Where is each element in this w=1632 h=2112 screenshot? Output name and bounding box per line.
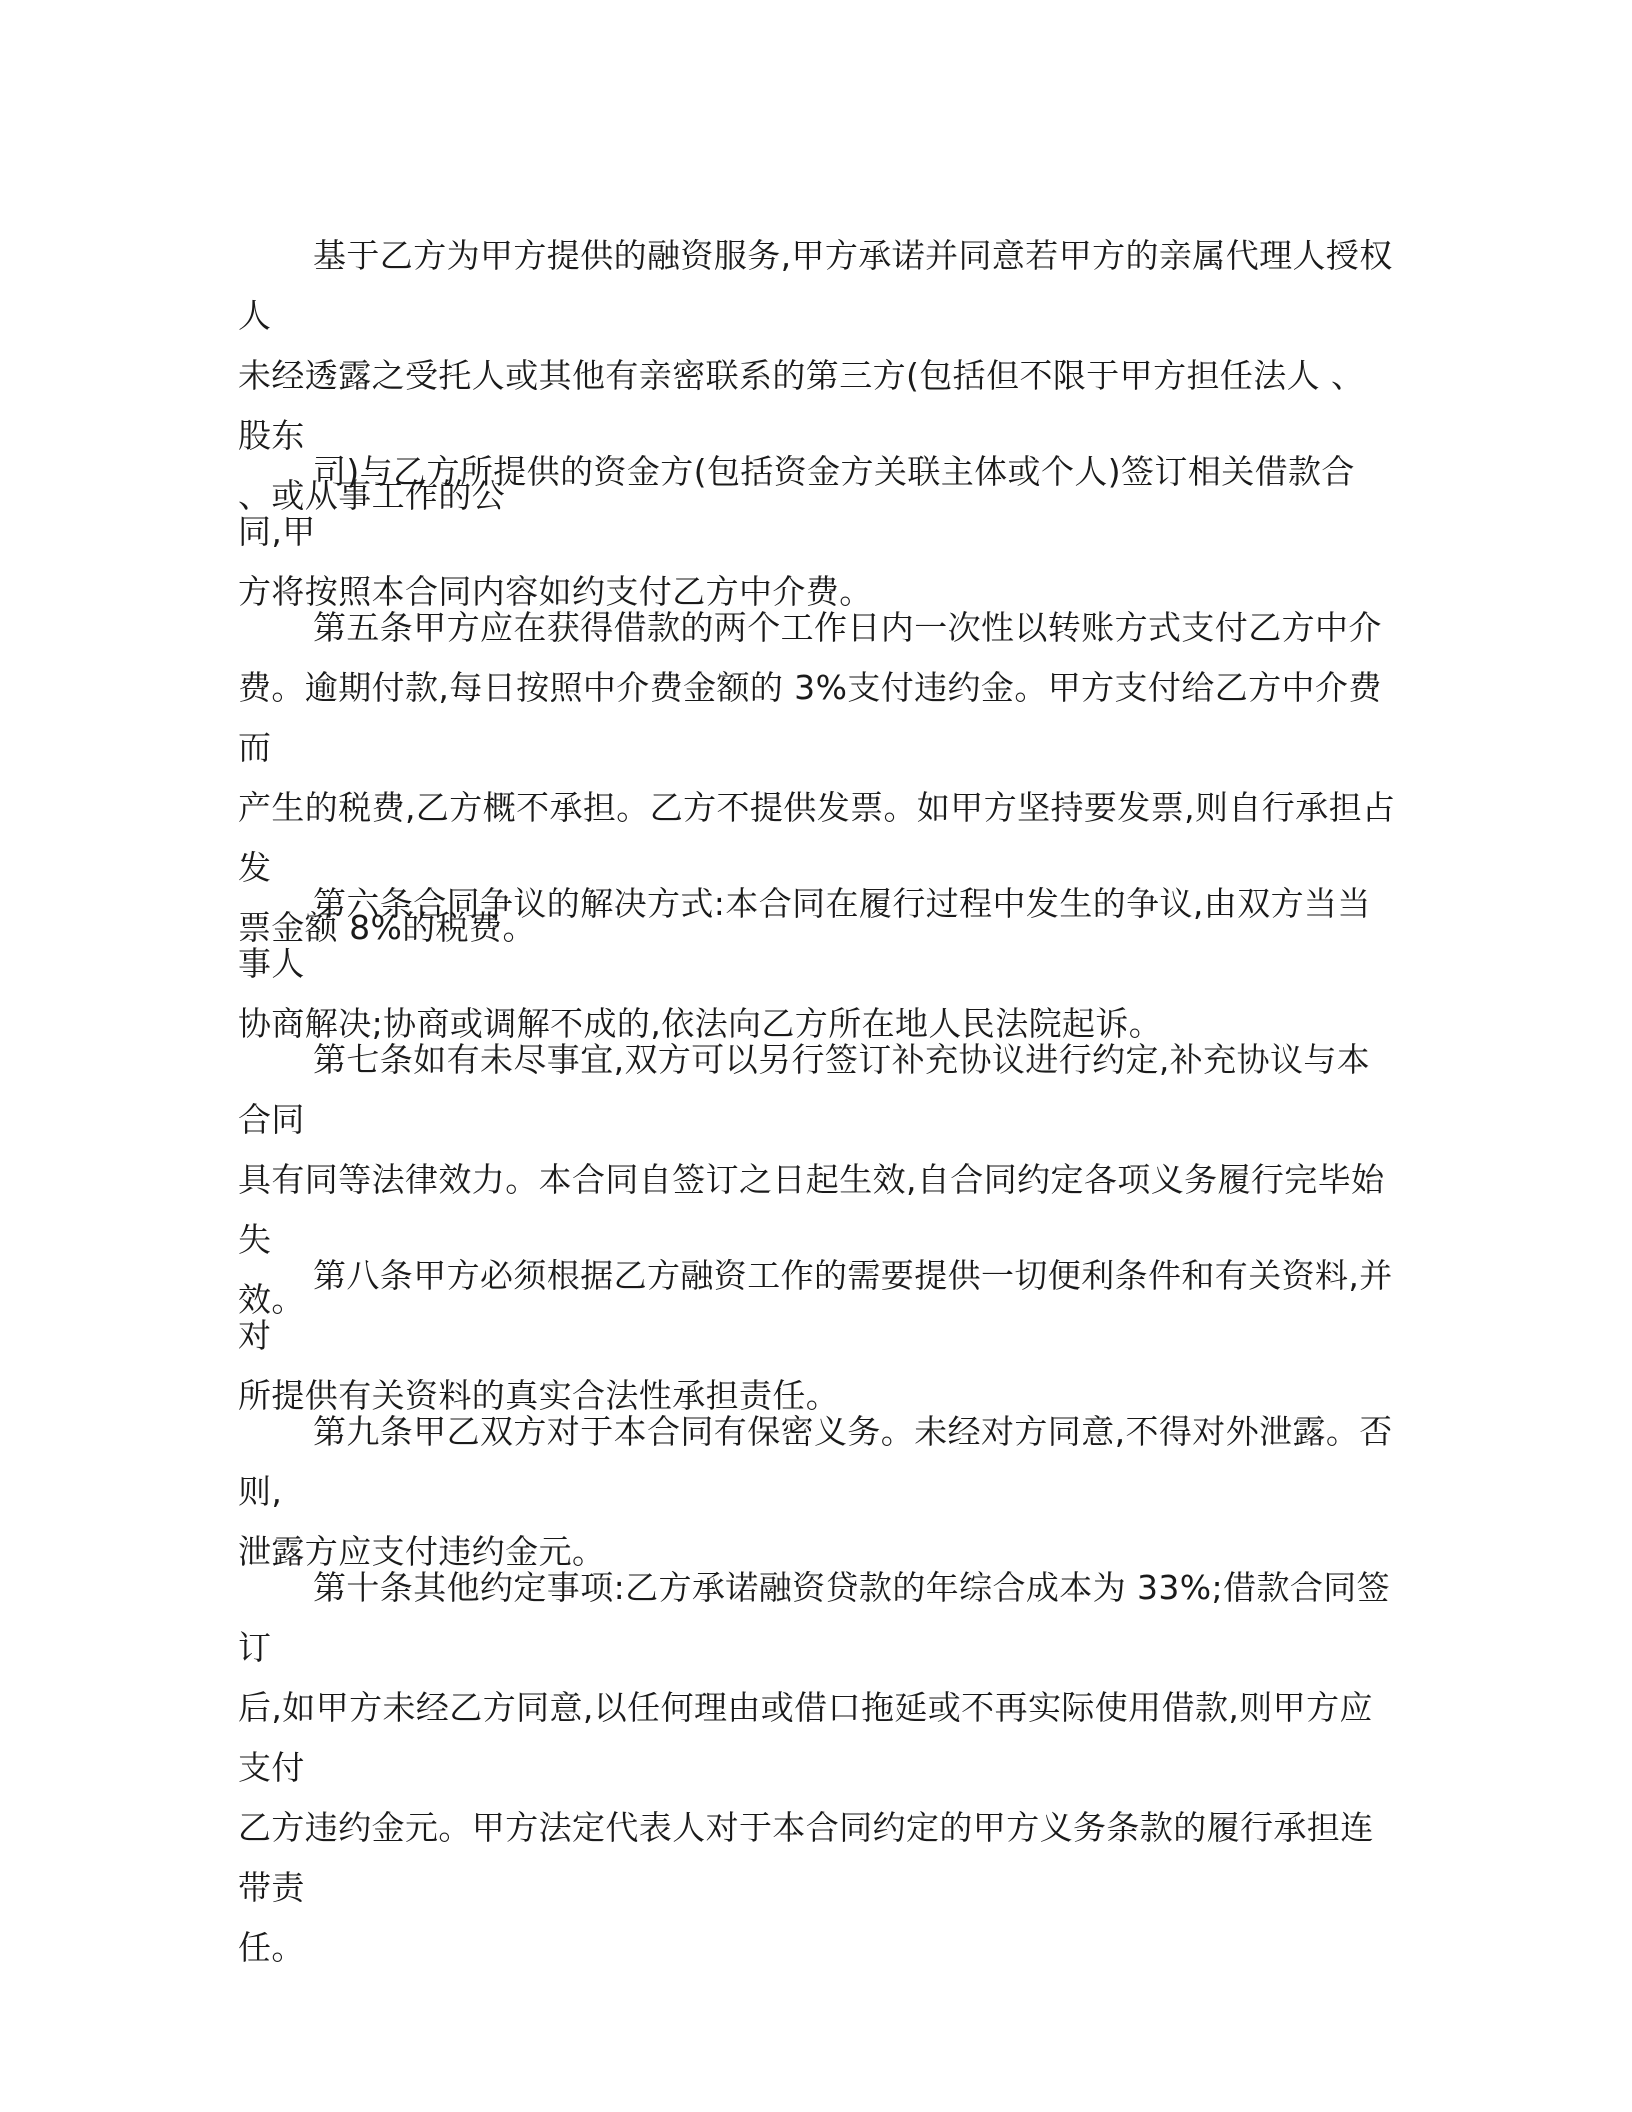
paragraph-financing-service: 基于乙方为甲方提供的融资服务,甲方承诺并同意若甲方的亲属代理人授权人 未经透露之受托人或其他有亲密联系的第三方(包括但不限于甲方担任法人 、股东 、或从事工作的公 (238, 236, 1393, 515)
paragraph-intermediary-fee: 司)与乙方所提供的资金方(包括资金方关联主体或个人)签订相关借款合同,甲 方将按照本合同内容如约支付乙方中介费。 (238, 452, 1355, 611)
paragraph-article-9: 第九条甲乙双方对于本合同有保密义务。未经对方同意,不得对外泄露。否则, 泄露方应支付违约金元。 (238, 1412, 1393, 1571)
paragraph-article-7: 第七条如有未尽事宜,双方可以另行签订补充协议进行约定,补充协议与本合同 具有同等法律效力。本合同自签订之日起生效,自合同约定各项义务履行完毕始失 效。 (238, 1040, 1385, 1319)
paragraph-article-8: 第八条甲方必须根据乙方融资工作的需要提供一切便利条件和有关资料,并对 所提供有关资料的真实合法性承担责任。 (238, 1256, 1393, 1415)
paragraph-article-6: 第六条合同争议的解决方式:本合同在履行过程中发生的争议,由双方当当事人 协商解决;协商或调解不成的,依法向乙方所在地人民法院起诉。 (238, 884, 1371, 1043)
paragraph-article-10: 第十条其他约定事项:乙方承诺融资贷款的年综合成本为 33%;借款合同签订 后,如甲方未经乙方同意,以任何理由或借口拖延或不再实际使用借款,则甲方应支付 乙方违约金元。甲方法定代表人对于本合同约定的甲方义务条款的履行承担连带责 任。 (238, 1568, 1391, 1967)
paragraph-article-5: 第五条甲方应在获得借款的两个工作日内一次性以转账方式支付乙方中介 费。逾期付款,每日按照中介费金额的 3%支付违约金。甲方支付给乙方中介费而 产生的税费,乙方概不承担。乙方不提供发票。如甲方坚持要发票,则自行承担占发 票金额 8%的税费。 (238, 608, 1396, 947)
